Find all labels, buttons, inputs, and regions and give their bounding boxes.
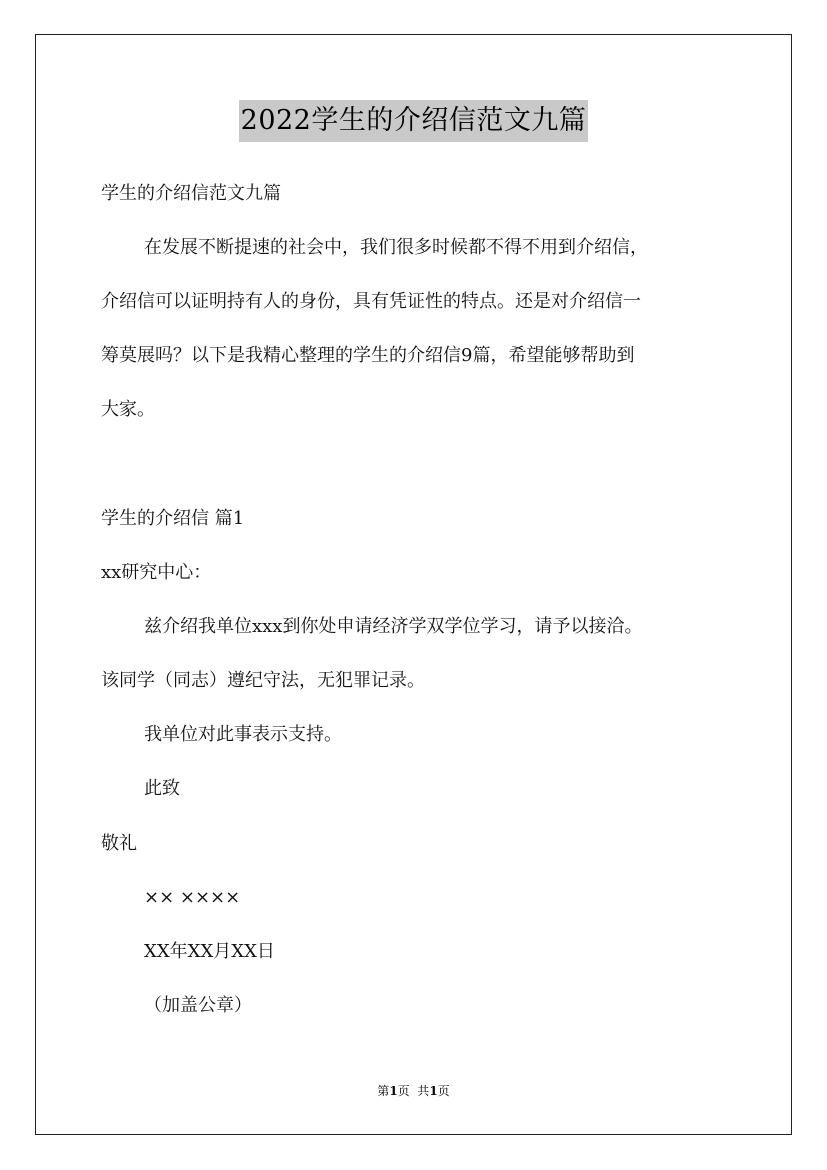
- intro-line-2: 介绍信可以证明持有人的身份，具有凭证性的特点。还是对介绍信一: [101, 291, 641, 312]
- body-line-2: 该同学（同志）遵纪守法，无犯罪记录。: [101, 670, 425, 691]
- intro-line-1: 在发展不断提速的社会中，我们很多时候都不得不用到介绍信，: [144, 237, 648, 258]
- salutation: 敬礼: [101, 833, 137, 854]
- document-title: 2022学生的介绍信范文九篇: [239, 100, 589, 142]
- signature: ×× ××××: [144, 887, 241, 908]
- recipient: xx研究中心：: [101, 562, 212, 583]
- body-line-3: 我单位对此事表示支持。: [144, 724, 342, 745]
- title-container: [0, 100, 827, 142]
- intro-line-4: 大家。: [101, 399, 155, 420]
- seal-note: （加盖公章）: [144, 995, 252, 1016]
- footer-page-number: 1: [389, 1084, 398, 1098]
- footer-page-prefix: 第: [377, 1084, 390, 1098]
- document-subtitle: 学生的介绍信范文九篇: [101, 183, 281, 204]
- footer-total-pages: 1: [429, 1084, 438, 1098]
- footer-page-mid: 页 共: [397, 1084, 430, 1098]
- intro-line-3: 筹莫展吗？以下是我精心整理的学生的介绍信9篇，希望能够帮助到: [101, 345, 635, 366]
- page-footer: [0, 1083, 827, 1099]
- section-heading: 学生的介绍信 篇1: [101, 508, 245, 529]
- body-line-1: 兹介绍我单位xxx到你处申请经济学双学位学习，请予以接洽。: [144, 616, 643, 637]
- footer-page-suffix: 页: [437, 1084, 450, 1098]
- date: XX年XX月XX日: [144, 941, 275, 962]
- closing-line: 此致: [144, 778, 180, 799]
